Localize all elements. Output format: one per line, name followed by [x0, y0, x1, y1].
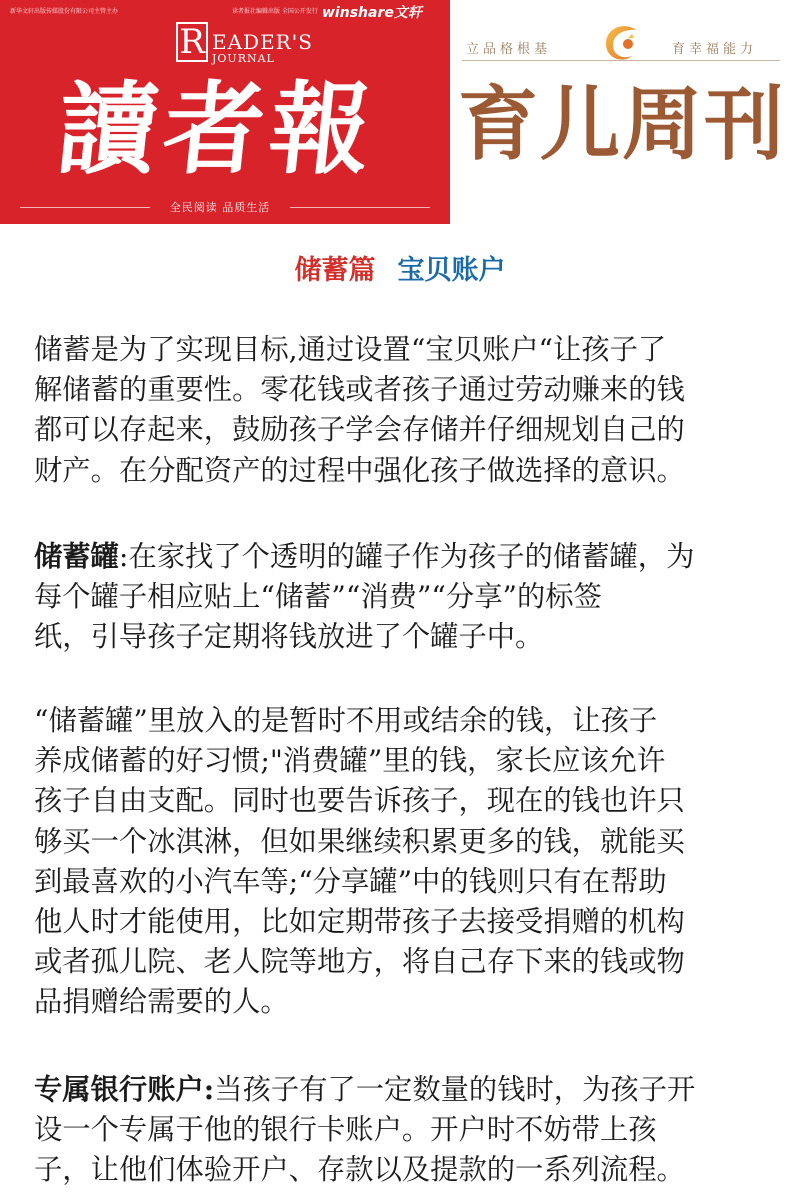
text-line: “储蓄罐”里放入的是暂时不用或结余的钱，让孩子	[34, 704, 658, 737]
readers-journal-masthead	[0, 0, 450, 224]
text-line: 子，让他们体验开户、存款以及提款的一系列流程。	[34, 1153, 685, 1187]
text-line: 纸，引导孩子定期将钱放进了个罐子中。	[34, 620, 544, 654]
jars-detail-paragraph	[34, 701, 685, 1023]
text-line: 都可以存起来，鼓励孩子学会存储并仔细规划自己的	[34, 413, 685, 447]
weekly-title: 育儿周刊	[458, 78, 786, 171]
masthead-rule-left	[20, 207, 150, 208]
text-line: 孩子自由支配。同时也要告诉孩子，现在的钱也许只	[34, 784, 685, 818]
text-line	[34, 536, 694, 577]
bank-account-heading: 专属银行账户:	[34, 1072, 215, 1106]
intro-paragraph	[34, 330, 685, 491]
text-line: 财产。在分配资产的过程中强化孩子做选择的意识。	[34, 453, 685, 487]
masthead-publisher-note: 新华文轩出版传媒股份有限公司主管主办	[10, 8, 119, 15]
text-line: 每个罐子相应贴上“储蓄”“消费”“分享”的标签	[34, 580, 602, 614]
section-title	[0, 248, 800, 287]
text-line: 设一个专属于他的银行卡账户。开户时不妨带上孩	[34, 1113, 657, 1147]
weekly-tagline-bar	[462, 34, 782, 60]
text-line: 够买一个冰淇淋，但如果继续积累更多的钱，就能买	[34, 824, 685, 858]
readers-wordmark: EADER'S	[212, 30, 313, 54]
savings-jar-first-line: :在家找了个透明的罐子作为孩子的储蓄罐，为	[118, 540, 695, 573]
text-line: 解储蓄的重要性。零花钱或者孩子通过劳动赚来的钱	[34, 373, 685, 407]
journal-wordmark: JOURNAL	[212, 52, 275, 65]
text-line: 或者孤儿院、老人院等地方，将自己存下来的钱或物	[34, 945, 685, 979]
text-line: 品捐赠给需要的人。	[34, 985, 289, 1019]
weekly-tagline-rule	[462, 60, 780, 61]
section-title-savings: 储蓄篇	[294, 255, 376, 286]
readers-r-logo: R	[176, 22, 208, 62]
section-title-baby-account: 宝贝账户	[397, 255, 506, 286]
masthead-slogan: 全民阅读 品质生活	[169, 201, 271, 214]
winshare-logo: winshare文轩	[322, 5, 422, 21]
masthead-rule-right	[290, 207, 430, 208]
masthead-calligraphy: 讀者報	[51, 70, 383, 188]
text-line: 养成储蓄的好习惯;"消费罐”里的钱，家长应该允许	[34, 744, 666, 778]
savings-jar-heading: 储蓄罐	[34, 539, 119, 573]
weekly-tagline-right: 育幸福能力	[672, 42, 758, 57]
savings-jar-paragraph	[34, 536, 694, 658]
text-line: 到最喜欢的小汽车等;“分享罐”中的钱则只有在帮助	[34, 864, 667, 898]
text-line: 他人时才能使用，比如定期带孩子去接受捐赠的机构	[34, 905, 685, 939]
masthead-edition-note: 读者报社编辑出版 全国公开发行	[232, 8, 318, 15]
weekly-tagline-left: 立品格根基	[466, 42, 552, 57]
bank-account-first-line: 当孩子有了一定数量的钱时，为孩子开	[214, 1073, 696, 1106]
text-line	[34, 1069, 695, 1110]
bank-account-paragraph	[34, 1069, 695, 1191]
text-line: 储蓄是为了实现目标,通过设置“宝贝账户“让孩子了	[34, 333, 667, 366]
